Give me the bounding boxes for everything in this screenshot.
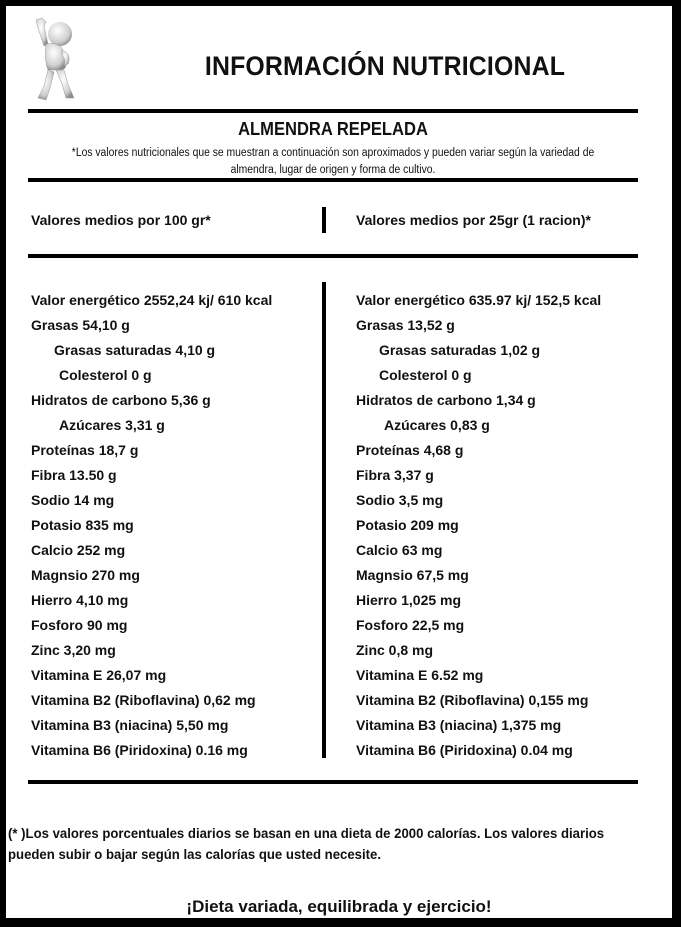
column-header-per-25g: Valores medios por 25gr (1 racion)*	[356, 212, 591, 228]
nutrient-row: Azúcares 3,31 g	[59, 417, 165, 433]
nutrient-row: Hidratos de carbono 5,36 g	[31, 392, 211, 408]
nutrient-row: Grasas 54,10 g	[31, 317, 130, 333]
nutrient-row: Grasas saturadas 1,02 g	[379, 342, 541, 358]
nutrient-row: Magnsio 67,5 mg	[356, 567, 469, 583]
nutrient-row: Valor energético 635.97 kj/ 152,5 kcal	[356, 292, 602, 308]
divider	[28, 780, 638, 784]
nutrient-row: Vitamina B3 (niacina) 1,375 mg	[356, 717, 562, 733]
nutrient-row: Fibra 3,37 g	[356, 467, 434, 483]
nutrient-row: Colesterol 0 g	[59, 367, 152, 383]
nutrient-row: Proteínas 4,68 g	[356, 442, 464, 458]
disclaimer-text: *Los valores nutricionales que se muestran a continuación son aproximados y pueden variar según la variedad de almendra, lugar de origen y forma de cultivo.	[71, 147, 595, 176]
nutrient-row: Grasas 13,52 g	[356, 317, 455, 333]
nutrient-list-per-100g	[31, 288, 272, 763]
nutrient-row: Vitamina B6 (Piridoxina) 0.16 mg	[31, 742, 248, 758]
column-header-per-100g: Valores medios por 100 gr*	[31, 212, 211, 228]
nutrient-row: Fosforo 90 mg	[31, 617, 128, 633]
nutrient-row: Vitamina B2 (Riboflavina) 0,155 mg	[356, 692, 589, 708]
nutrient-row: Vitamina B3 (niacina) 5,50 mg	[31, 717, 229, 733]
column-divider	[322, 207, 326, 233]
divider	[28, 254, 638, 258]
divider	[28, 109, 638, 113]
nutrient-row: Hierro 1,025 mg	[356, 592, 462, 608]
nutrient-row: Azúcares 0,83 g	[384, 417, 490, 433]
column-divider	[322, 282, 326, 758]
page-title: INFORMACIÓN NUTRICIONAL	[204, 51, 566, 81]
nutrient-row: Vitamina B6 (Piridoxina) 0.04 mg	[356, 742, 573, 758]
nutrient-row: Fibra 13.50 g	[31, 467, 117, 483]
nutrient-row: Fosforo 22,5 mg	[356, 617, 465, 633]
nutrient-row: Hidratos de carbono 1,34 g	[356, 392, 536, 408]
nutrient-row: Vitamina B2 (Riboflavina) 0,62 mg	[31, 692, 256, 708]
nutrient-row: Magnsio 270 mg	[31, 567, 140, 583]
footnote-text: (* )Los valores porcentuales diarios se basan en una dieta de 2000 calorías. Los valores diarios pueden subir o bajar según las calorías que usted necesite.	[8, 825, 605, 862]
nutrition-label-sheet	[3, 3, 675, 921]
nutrient-row: Valor energético 2552,24 kj/ 610 kcal	[31, 292, 273, 308]
nutrient-row: Zinc 3,20 mg	[31, 642, 116, 658]
nutrient-row: Hierro 4,10 mg	[31, 592, 129, 608]
slogan-text: ¡Dieta variada, equilibrada y ejercicio!	[186, 897, 492, 916]
nutrient-row: Sodio 3,5 mg	[356, 492, 444, 508]
nutrient-row: Zinc 0,8 mg	[356, 642, 434, 658]
nutrient-row: Proteínas 18,7 g	[31, 442, 139, 458]
nutrient-row: Grasas saturadas 4,10 g	[54, 342, 216, 358]
nutrient-row: Potasio 209 mg	[356, 517, 459, 533]
nutrient-row: Calcio 63 mg	[356, 542, 443, 558]
nutrient-row: Sodio 14 mg	[31, 492, 115, 508]
nutrient-row: Calcio 252 mg	[31, 542, 126, 558]
nutrient-row: Vitamina E 6.52 mg	[356, 667, 484, 683]
nutrient-row: Colesterol 0 g	[379, 367, 472, 383]
nutrient-row: Vitamina E 26,07 mg	[31, 667, 167, 683]
nutrient-list-per-25g	[356, 288, 601, 763]
divider	[28, 178, 638, 182]
product-name: ALMENDRA REPELADA	[238, 119, 428, 139]
nutrient-row: Potasio 835 mg	[31, 517, 134, 533]
